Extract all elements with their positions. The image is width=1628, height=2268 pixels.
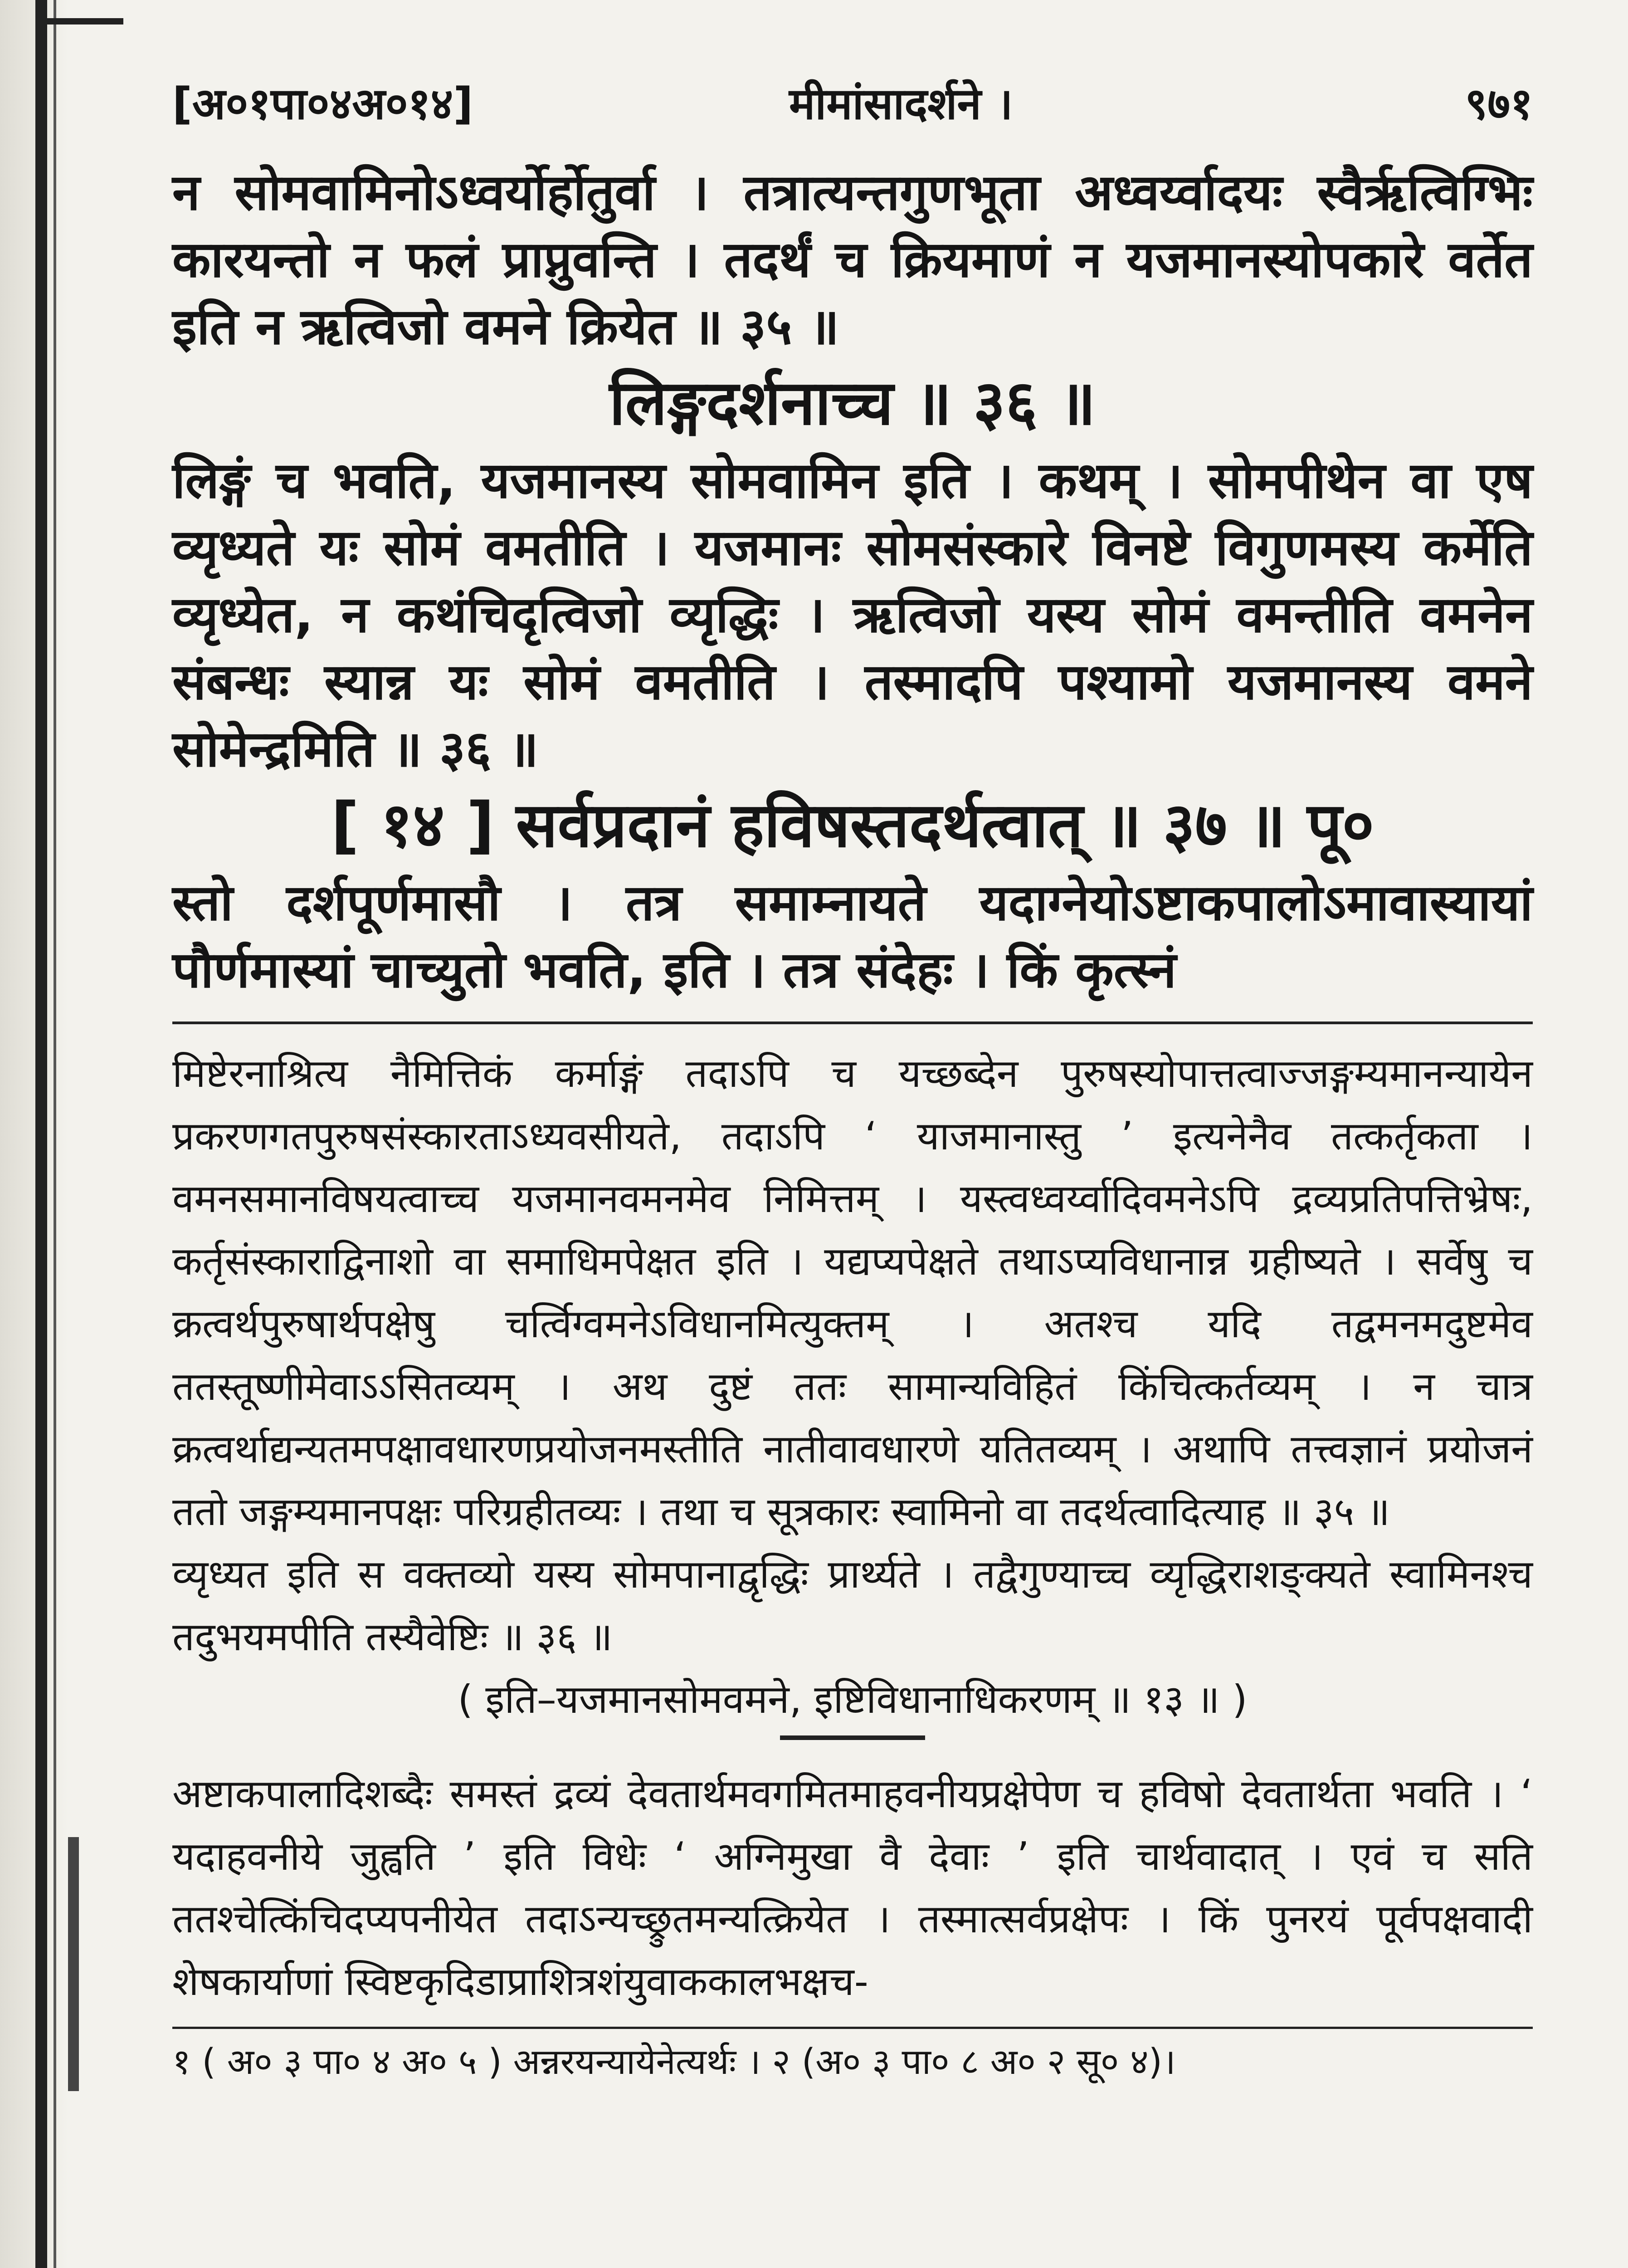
main-text-para-3: स्तो दर्शपूर्णमासौ । तत्र समाम्नायते यदाग्नेयोऽष्टाकपालोऽमावास्यायां पौर्णमास्यां चाच्युतो भवति, इति । तत्र संदेहः । किं कृत्स्नं: [172, 874, 1533, 999]
sutra-37-number: [ १४ ]: [331, 790, 495, 861]
book-spine: [0, 0, 68, 2268]
spine-margin-rule: [35, 0, 47, 2268]
sutra-37: [172, 786, 1533, 865]
sutra-36: लिङ्गदर्शनाच्च ॥ ३६ ॥: [609, 367, 1096, 439]
commentary-para-2: व्यृध्यत इति स वक्तव्यो यस्य सोमपानाद्वृद्धिः प्रार्थ्यते । तद्वैगुण्याच्च व्यृद्धिराशङ्क्यते स्वामिनश्च तदुभयमपीति तस्यैवेष्टिः ॥ ३६ ॥: [172, 1552, 1533, 1660]
footnote-divider: [172, 2027, 1533, 2029]
spine-top-hook: [46, 18, 123, 24]
spine-ink-blot: [68, 1837, 79, 2091]
spine-inner-rule: [54, 0, 56, 2268]
commentary-divider: [172, 1022, 1533, 1024]
page-number: ९७१: [1465, 78, 1533, 129]
adhikarana-colophon: ( इति–यजमानसोमवमने, इष्टिविधानाधिकरणम् ॥ १३ ॥ ): [458, 1677, 1248, 1722]
running-header: [172, 54, 1533, 159]
commentary-para-1: मिष्टेरनाश्रित्य नैमित्तिकं कर्माङ्गं तदाऽपि च यच्छब्देन पुरुषस्योपात्तत्वाज्जङ्गम्यमानन्यायेन प्रकरणगतपुरुषसंस्कारताऽध्यवसीयते, तदाऽपि ‘ याजमानास्तु ’ इत्यनेनैव तत्कर्तृकता । वमनसमानविषयत्वाच्च यजमानवमनमेव निमित्तम् । यस्त्वध्वर्य्वादिवमनेऽपि द्रव्यप्रतिपत्तिभ्रेषः, कर्तृसंस्काराद्विनाशो वा समाधिमपेक्षत इति । यद्यप्यपेक्षते तथाऽप्यविधानान्न ग्रहीष्यते । सर्वेषु च क्रत्वर्थपुरुषार्थपक्षेषु चर्त्विग्वमनेऽविधानमित्युक्तम् । अतश्च यदि तद्वमनमदुष्टमेव ततस्तूष्णीमेवाऽऽसितव्यम् । अथ दुष्टं ततः सामान्यविहितं किंचित्कर्तव्यम् । न चात्र क्रत्वर्थाद्यन्यतमपक्षावधारणप्रयोजनमस्तीति नातीवावधारणे यतितव्यम् । अथापि तत्त्वज्ञानं प्रयोजनं ततो जङ्गम्यमानपक्षः परिग्रहीतव्यः । तथा च सूत्रकारः स्वामिनो वा तदर्थत्वादित्याह ॥ ३५ ॥: [172, 1051, 1533, 1535]
header-section-ref: [अ०१पा०४अ०१४]: [172, 78, 473, 129]
page: [172, 54, 1533, 2087]
main-text-para-1: न सोमवामिनोऽध्वर्योर्होतुर्वा । तत्रात्यन्तगुणभूता अध्वर्य्वादयः स्वैर्ऋत्विग्भिः कारयन्तो न फलं प्राप्नुवन्ति । तदर्थं च क्रियमाणं न यजमानस्योपकारे वर्तेत इति न ऋत्विजो वमने क्रियेत ॥ ३५ ॥: [172, 163, 1533, 356]
sutra-37-text: सर्वप्रदानं हविषस्तदर्थत्वात् ॥ ३७ ॥ पू०: [516, 790, 1375, 861]
footnotes: १ ( अ० ३ पा० ४ अ० ५ ) अन्नरयन्यायेनेत्यर्थः । २ (अ० ३ पा० ८ अ० २ सू० ४)।: [172, 2042, 1176, 2082]
section-dash: [780, 1735, 925, 1740]
header-title: मीमांसादर्शने ।: [789, 78, 1013, 129]
commentary-para-3: अष्टाकपालादिशब्दैः समस्तं द्रव्यं देवतार्थमवगमितमाहवनीयप्रक्षेपेण च हविषो देवतार्थता भवति । ‘ यदाहवनीये जुह्वति ’ इति विधेः ‘ अग्निमुखा वै देवाः ’ इति चार्थवादात् । एवं च सति ततश्चेत्किंचिदप्यपनीयेत तदाऽन्यच्छ्रुतमन्यत्क्रियेत । तस्मात्सर्वप्रक्षेपः । किं पुनरयं पूर्वपक्षवादी शेषकार्याणां स्विष्टकृदिडाप्राशित्रशंयुवाककालभक्षच-: [172, 1771, 1533, 2004]
main-text-para-2: लिङ्गं च भवति, यजमानस्य सोमवामिन इति । कथम् । सोमपीथेन वा एष व्यृध्यते यः सोमं वमतीति । यजमानः सोमसंस्कारे विनष्टे विगुणमस्य कर्मेति व्यृध्येत, न कथंचिदृत्विजो व्यृद्धिः । ऋत्विजो यस्य सोमं वमन्तीति वमनेन संबन्धः स्यान्न यः सोमं वमतीति । तस्मादपि पश्यामो यजमानस्य वमने सोमेन्द्रमिति ॥ ३६ ॥: [172, 451, 1533, 778]
